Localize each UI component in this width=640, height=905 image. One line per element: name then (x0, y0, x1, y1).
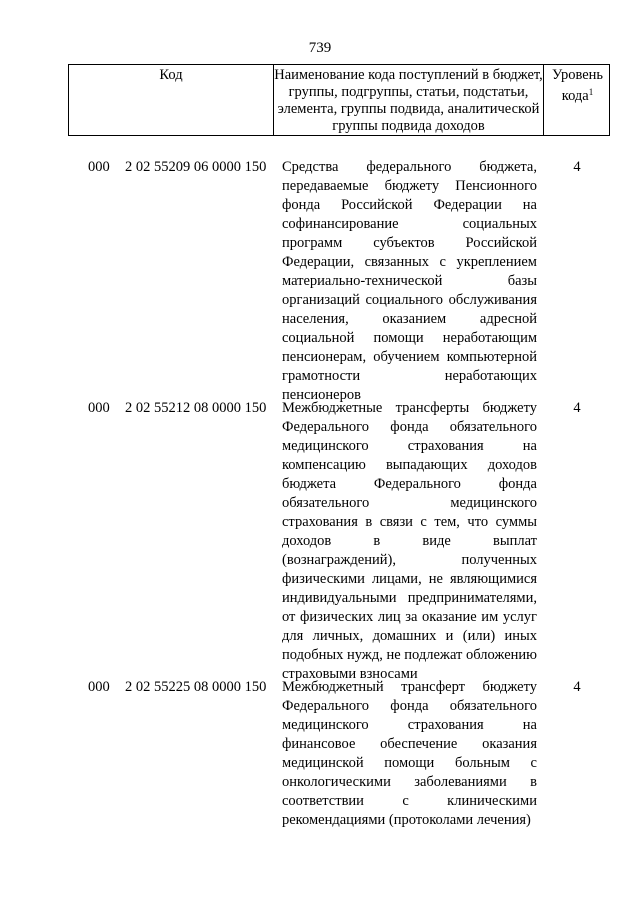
row-prefix: 000 (88, 679, 110, 695)
row-level: 4 (573, 400, 581, 416)
row-code: 2 02 55225 08 0000 150 (125, 679, 267, 695)
row-code: 2 02 55209 06 0000 150 (125, 159, 267, 175)
header-code-cell (69, 65, 274, 135)
header-code-label: Код (159, 67, 183, 83)
row-name: Межбюджетные трансферты бюджету Федерального фонда обязательного медицинского страхования на компенсацию выпадающих доходов бюджета Федерального фонда обязательного медицинского страхования в связи с тем, что суммы доходов в виде выплат (вознаграждений), полученных физическими лицами, не являющимися индивидуальными предпринимателями, от физических лиц за оказание им услуг для личных, домашних и (или) иных подобных нужд, не подлежат обложению страховыми взносами (282, 400, 537, 682)
table-header (68, 64, 610, 136)
row-name: Средства федерального бюджета, передаваемые бюджету Пенсионного фонда Российской Федерации на софинансирование социальных программ субъектов Российской Федерации, связанных с укреплением материально-технической базы организаций социального обслуживания населения, оказанием адресной социальной помощи неработающим пенсионерам, обучением компьютерной грамотности неработающих пенсионеров (282, 159, 537, 403)
row-level: 4 (573, 679, 581, 695)
header-level-cell (544, 65, 611, 135)
header-name-cell (274, 65, 544, 135)
row-prefix: 000 (88, 159, 110, 175)
row-code: 2 02 55212 08 0000 150 (125, 400, 267, 416)
page-number: 739 (308, 40, 332, 56)
header-level-footnote: 1 (588, 87, 594, 97)
row-name: Межбюджетный трансферт бюджету Федерального фонда обязательного медицинского страхования на финансовое обеспечение оказания медицинской помощи больным с онкологическими заболеваниями в соответствии с клиническими рекомендациями (протоколами лечения) (282, 679, 537, 828)
header-name-label: Наименование кода поступлений в бюджет, группы, подгруппы, статьи, подстатьи, элемента, группы подвида, аналитической группы подвида доходов (274, 67, 543, 134)
header-level-label: Уровень кода (551, 67, 604, 104)
row-level: 4 (573, 159, 581, 175)
row-prefix: 000 (88, 400, 110, 416)
